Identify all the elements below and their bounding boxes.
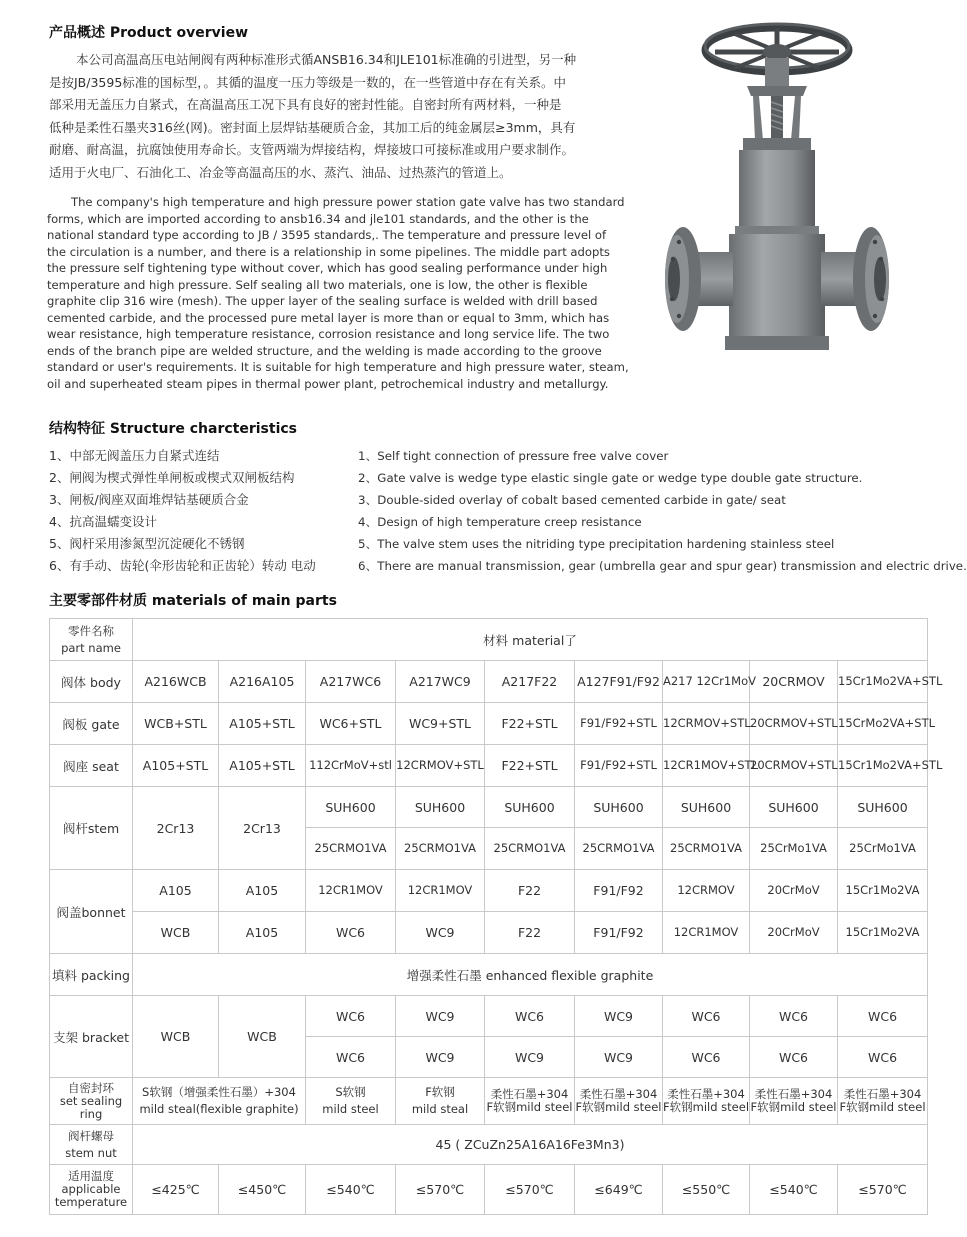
structure-item-cn: 1、中部无阀盖压力自紧式连结 xyxy=(49,448,220,463)
ring-label-en: set sealing xyxy=(59,1093,123,1108)
cell xyxy=(396,1078,485,1125)
cell: SUH600 xyxy=(306,787,396,828)
cell: WCB+STL xyxy=(133,703,219,745)
ring-l1: 柔性石墨+304 xyxy=(579,1087,658,1101)
en-line: cemented carbide, and the processed pure metal layer is more than or equal to 3mm, which has xyxy=(47,310,610,325)
cell: WC6 xyxy=(663,996,750,1037)
cell: 20CrMoV xyxy=(750,912,838,954)
cell: ≤550℃ xyxy=(663,1165,750,1215)
ring-l1: 柔性石墨+304 xyxy=(490,1087,569,1101)
cn-line: 本公司高温高压电站闸阀有两种标准形式循ANSB16.34和JLE101标准确的引进型，另一种 xyxy=(76,52,577,67)
cell: WC6 xyxy=(485,996,575,1037)
row-label: 阀板 gate xyxy=(50,703,133,745)
row-label xyxy=(50,1165,133,1215)
cell: 增强柔性石墨 enhanced flexible graphite xyxy=(133,954,928,996)
ring-l1: F软钢 xyxy=(425,1085,455,1099)
temp-label-en: temperature xyxy=(54,1195,128,1209)
table-row-stem-nut xyxy=(50,1125,928,1165)
cell: A105 xyxy=(219,912,306,954)
cell: A105 xyxy=(219,870,306,912)
row-label: 阀座 seat xyxy=(50,745,133,787)
cell: 12CR1MOV+STL xyxy=(663,745,750,787)
cell: F22+STL xyxy=(485,703,575,745)
ring-l1: 柔性石墨+304 xyxy=(843,1087,922,1101)
ring-l1: 柔性石墨+304 xyxy=(667,1087,745,1101)
cell xyxy=(306,1078,396,1125)
cn-line: 是按JB/3595标准的国标型，。其循的温度一压力等级是一数的，在一些管道中存在有关系。中 xyxy=(49,74,567,90)
en-line: oil and superheated steam pipes in thermal power plant, petrochemical industry and metallurgy. xyxy=(47,376,609,391)
row-label xyxy=(50,1125,133,1165)
en-line: ends of the branch pipe are welded structure, and the welding is made according to the groove xyxy=(47,343,602,358)
en-line: the pressure self tightening type without cover, which has good sealing performance under high xyxy=(47,261,608,275)
cell: F22 xyxy=(485,870,575,912)
cell: ≤425℃ xyxy=(133,1165,219,1215)
temp-label-en: applicable xyxy=(61,1182,121,1196)
materials-table xyxy=(49,618,943,1215)
ring-l2: F软钢mild steel xyxy=(486,1100,573,1114)
cell: 25CrMo1VA xyxy=(750,828,838,870)
ring-wide-en: mild steal(flexible graphite) xyxy=(139,1102,299,1116)
cell: 15Cr1Mo2VA+STL xyxy=(838,745,928,787)
cell: WC6 xyxy=(663,1037,750,1078)
cell: 12CR1MOV xyxy=(306,870,396,912)
part-name-cn: 零件名称 xyxy=(68,623,114,638)
en-line: the circulation is a number, and there is a relationship in some pipelines. The middle part adopts xyxy=(47,244,610,259)
cell xyxy=(133,1078,306,1125)
cell: WCB xyxy=(219,996,306,1078)
structure-item-en: 3、Double-sided overlay of cobalt based cemented carbide in gate/ seat xyxy=(358,493,786,507)
cell xyxy=(485,1078,575,1125)
cell: F91/F92 xyxy=(575,870,663,912)
table-row-bonnet xyxy=(50,870,928,912)
cn-line: 耐磨、耐高温，抗腐蚀使用寿命长。支管两端为焊接结构，焊接坡口可接标准或用户要求制作。 xyxy=(49,142,575,157)
cell: SUH600 xyxy=(396,787,485,828)
cell: 45 ( ZCuZn25A16A16Fe3Mn3) xyxy=(133,1125,928,1165)
cell: WC9 xyxy=(575,996,663,1037)
overview-title: 产品概述 Product overview xyxy=(49,25,249,41)
cell: 25CRMO1VA xyxy=(396,828,485,870)
table-row-bonnet-2 xyxy=(50,912,928,954)
cell: WC6 xyxy=(306,996,396,1037)
cell: A105+STL xyxy=(219,703,306,745)
table-row-stem xyxy=(50,787,928,828)
cell: SUH600 xyxy=(663,787,750,828)
cell: 12CR1MOV xyxy=(663,912,750,954)
cell: F91/F92+STL xyxy=(575,703,663,745)
cell: 15CrMo2VA+STL xyxy=(838,703,928,745)
table-row-sealing-ring xyxy=(50,1078,928,1125)
cell: A216A105 xyxy=(219,661,306,703)
cell: WC9 xyxy=(396,912,485,954)
ring-l2: F软钢mild steel xyxy=(575,1100,662,1114)
cn-line: 适用于火电厂、石油化工、冶金等高温高压的水、蒸汽、油品、过热蒸汽的管道上。 xyxy=(49,164,512,180)
row-label: 阀杆stem xyxy=(50,787,133,870)
table-row-seat xyxy=(50,745,928,787)
header-row xyxy=(50,619,928,661)
cell: WC6 xyxy=(306,1037,396,1078)
cell: A217F22 xyxy=(485,661,575,703)
cell: ≤540℃ xyxy=(750,1165,838,1215)
cell: WC6 xyxy=(750,996,838,1037)
en-line: The company's high temperature and high pressure power station gate valve has two standard xyxy=(71,195,625,209)
cell: 25CRMO1VA xyxy=(663,828,750,870)
ring-label-en: ring xyxy=(79,1106,103,1121)
cell: F22 xyxy=(485,912,575,954)
table-row-bracket xyxy=(50,996,928,1037)
cell: WCB xyxy=(133,996,219,1078)
cell xyxy=(575,1078,663,1125)
ring-l2: mild steel xyxy=(322,1102,379,1116)
cell: F91/F92 xyxy=(575,912,663,954)
cell: WC9 xyxy=(396,1037,485,1078)
en-line: national standard type according to JB / 3595 standards,. The temperature and pressure level of xyxy=(47,228,607,242)
cell: F91/F92+STL xyxy=(575,745,663,787)
nut-label-cn: 阀杆螺母 xyxy=(68,1128,114,1143)
cell: WC6 xyxy=(306,912,396,954)
cell: 20CRMOV+STL xyxy=(750,745,838,787)
cell: WC9 xyxy=(485,1037,575,1078)
cell: 25CRMO1VA xyxy=(575,828,663,870)
cell: 12CRMOV xyxy=(663,870,750,912)
ring-l2: F软钢mild steel xyxy=(750,1100,837,1114)
cell: A217WC6 xyxy=(306,661,396,703)
cell: 15Cr1Mo2VA xyxy=(838,912,928,954)
cell xyxy=(750,1078,838,1125)
ring-wide-cn: S软钢（增强柔性石墨）+304 xyxy=(142,1085,296,1099)
structure-item-cn: 4、抗高温蠕变设计 xyxy=(49,514,157,529)
cell: SUH600 xyxy=(575,787,663,828)
cell: 20CRMOV xyxy=(750,661,838,703)
table-row-temperature xyxy=(50,1165,928,1215)
cell: 15Cr1Mo2VA xyxy=(838,870,928,912)
row-label xyxy=(50,1078,133,1125)
cell: WC9 xyxy=(575,1037,663,1078)
table-row-body xyxy=(50,661,928,703)
ring-l2: F软钢mild steel xyxy=(839,1100,926,1114)
part-name-header xyxy=(50,619,133,661)
cell: ≤570℃ xyxy=(838,1165,928,1215)
cell: 2Cr13 xyxy=(133,787,219,870)
cell: A127F91/F92 xyxy=(575,661,663,703)
cell: ≤649℃ xyxy=(575,1165,663,1215)
structure-item-cn: 6、有手动、齿轮(伞形齿轮和正齿轮）转动 电动 xyxy=(49,558,316,573)
cell: A105+STL xyxy=(219,745,306,787)
en-line: forms, which are imported according to ansb16.34 and jle101 standards, and the other is the xyxy=(47,211,589,226)
cell: WC6 xyxy=(838,996,928,1037)
gate-valve-image xyxy=(655,12,905,382)
row-label: 支架 bracket xyxy=(50,996,133,1078)
row-label: 阀盖bonnet xyxy=(50,870,133,954)
table-row-packing xyxy=(50,954,928,996)
structure-title: 结构特征 Structure charcteristics xyxy=(49,421,298,437)
overview-chinese-text xyxy=(49,49,629,184)
cell: 25CRMO1VA xyxy=(306,828,396,870)
cell: 20CRMOV+STL xyxy=(750,703,838,745)
cell: 12CRMOV+STL xyxy=(396,745,485,787)
cell: WC6 xyxy=(838,1037,928,1078)
cell: WCB xyxy=(133,912,219,954)
row-label: 阀体 body xyxy=(50,661,133,703)
cell: WC9+STL xyxy=(396,703,485,745)
cell: 2Cr13 xyxy=(219,787,306,870)
cell: ≤540℃ xyxy=(306,1165,396,1215)
part-name-en: part name xyxy=(61,640,121,655)
ring-l2: mild steal xyxy=(411,1102,469,1116)
cell: A216WCB xyxy=(133,661,219,703)
material-header: 材料 material了 xyxy=(133,619,928,661)
cell xyxy=(838,1078,928,1125)
cell: ≤570℃ xyxy=(396,1165,485,1215)
cn-line: 部采用无盖压力自紧式，在高温高压工况下具有良好的密封性能。自密封所有两材料，一种是 xyxy=(49,97,562,112)
cell: WC9 xyxy=(396,996,485,1037)
cell: A217 12Cr1MoV xyxy=(663,661,750,703)
overview-english-text xyxy=(47,194,627,392)
structure-item-cn: 2、闸阀为楔式弹性单闸板或楔式双闸板结构 xyxy=(49,470,295,485)
cell: WC6 xyxy=(750,1037,838,1078)
cell: F22+STL xyxy=(485,745,575,787)
cell: WC6+STL xyxy=(306,703,396,745)
cell: 25CrMo1VA xyxy=(838,828,928,870)
cell: 25CRMO1VA xyxy=(485,828,575,870)
cell xyxy=(663,1078,750,1125)
cell: A217WC9 xyxy=(396,661,485,703)
materials-title: 主要零部件材质 materials of main parts xyxy=(49,593,337,609)
en-line: temperature and high pressure. Self sealing all two materials, one is low, the other is flexible xyxy=(47,277,588,292)
cell: 112CrMoV+stl xyxy=(306,745,396,787)
cell: A105 xyxy=(133,870,219,912)
structure-item-cn: 5、阀杆采用渗氮型沉淀硬化不锈钢 xyxy=(49,536,245,551)
cell: 12CR1MOV xyxy=(396,870,485,912)
cell: ≤570℃ xyxy=(485,1165,575,1215)
nut-label-en: stem nut xyxy=(65,1145,117,1160)
cell: ≤450℃ xyxy=(219,1165,306,1215)
cell: 20CrMoV xyxy=(750,870,838,912)
cn-line: 低种是柔性石墨夹316丝(网)。密封面上层焊钴基硬质合金，其加工后的纯金属层≥3mm，具有 xyxy=(49,119,576,135)
structure-item-cn: 3、闸板/阀座双面堆焊钴基硬质合金 xyxy=(49,492,249,507)
ring-l1: 柔性石墨+304 xyxy=(754,1087,833,1101)
cell: 15Cr1Mo2VA+STL xyxy=(838,661,928,703)
en-line: wear resistance, high temperature resistance, corrosion resistance and long service life. The two xyxy=(47,327,610,341)
cell: SUH600 xyxy=(485,787,575,828)
cell: SUH600 xyxy=(838,787,928,828)
table-row-gate xyxy=(50,703,928,745)
temp-label-cn: 适用温度 xyxy=(68,1169,114,1183)
en-line: standard or user's requirements. It is suitable for high temperature and high pressure water, steam, xyxy=(47,360,629,374)
ring-label-cn: 自密封环 xyxy=(68,1080,114,1095)
cell: A105+STL xyxy=(133,745,219,787)
ring-l1: S软钢 xyxy=(335,1085,366,1099)
cell: 12CRMOV+STL xyxy=(663,703,750,745)
structure-item-en: 2、Gate valve is wedge type elastic single gate or wedge type double gate structure. xyxy=(358,471,863,485)
en-line: graphite clip 316 wire (mesh). The upper layer of the sealing surface is welded with drill based xyxy=(47,294,598,308)
ring-l2: F软钢mild steel xyxy=(663,1100,750,1114)
structure-item-en: 6、There are manual transmission, gear (umbrella gear and spur gear) transmission and electric drive. xyxy=(358,559,967,573)
cell: SUH600 xyxy=(750,787,838,828)
structure-item-en: 5、The valve stem uses the nitriding type precipitation hardening stainless steel xyxy=(358,537,835,551)
structure-item-en: 1、Self tight connection of pressure free valve cover xyxy=(358,449,669,463)
row-label: 填料 packing xyxy=(50,954,133,996)
structure-item-en: 4、Design of high temperature creep resistance xyxy=(358,515,642,529)
